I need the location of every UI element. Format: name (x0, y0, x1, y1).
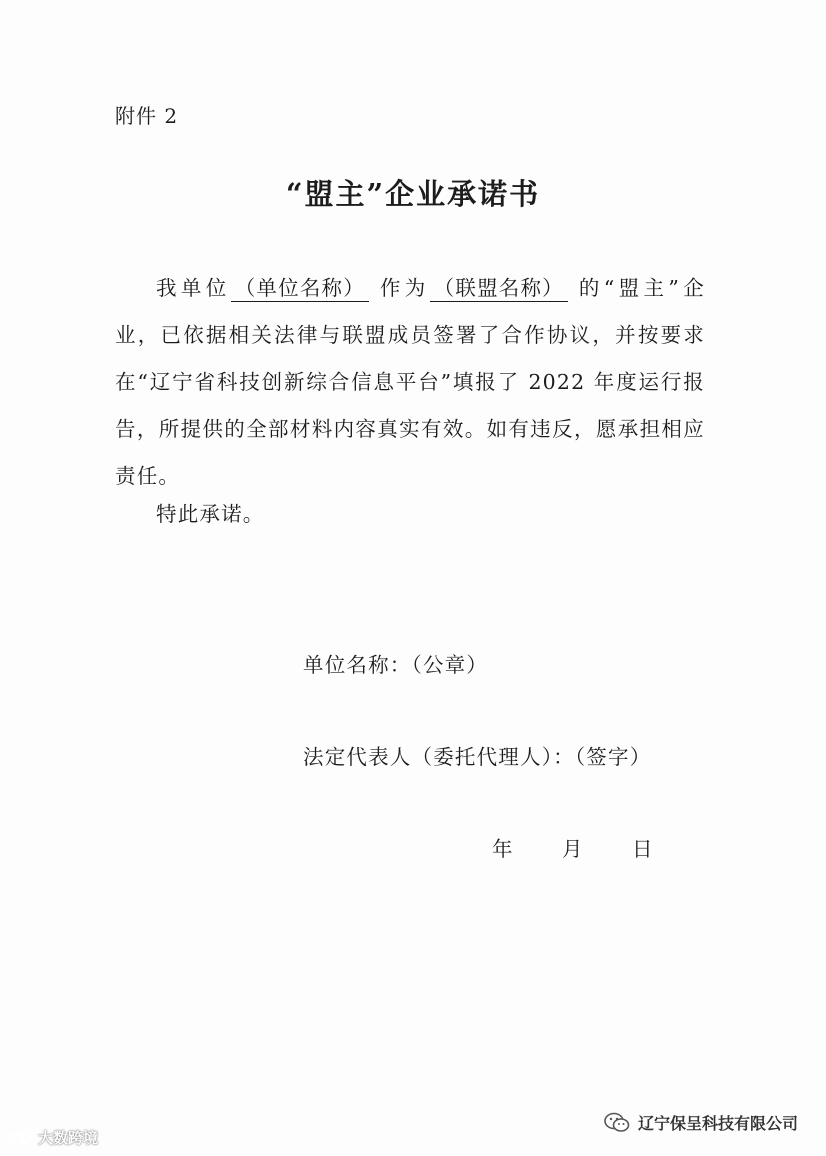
paragraph-text-2: 作为 (379, 276, 430, 300)
paragraph-text-3: 的“盟主”企业，已依据相关法律与联盟成员签署了合作协议，并按要求在“辽宁省科技创新综合信息平台”填报了 2022 年度运行报告，所提供的全部材料内容真实有效。如有违反，愿承担相应责任。 (115, 276, 706, 488)
date-month: 月 (562, 837, 583, 861)
commitment-paragraph (115, 265, 705, 500)
legal-representative-line: 法定代表人（委托代理人）：（签字） (303, 745, 652, 769)
wechat-account-name: 辽宁保呈科技有限公司 (637, 1114, 798, 1133)
date-day: 日 (632, 837, 653, 861)
date-year: 年 (492, 837, 513, 861)
wechat-account (604, 1111, 798, 1134)
paragraph-text-1: 我单位 (156, 276, 231, 300)
watermark-logo-icon (8, 1129, 34, 1147)
unit-name-blank: （单位名称） (231, 275, 369, 302)
unit-name-seal-line: 单位名称：（公章） (303, 653, 489, 677)
attachment-label: 附件 2 (115, 104, 179, 128)
document-title: “盟主”企业承诺书 (285, 177, 541, 211)
watermark-text: 大数跨境 (38, 1129, 99, 1147)
alliance-name-blank: （联盟名称） (430, 275, 568, 302)
date-line (492, 832, 653, 862)
wechat-icon (604, 1112, 630, 1134)
watermark (8, 1127, 98, 1148)
closing-statement: 特此承诺。 (156, 502, 265, 526)
